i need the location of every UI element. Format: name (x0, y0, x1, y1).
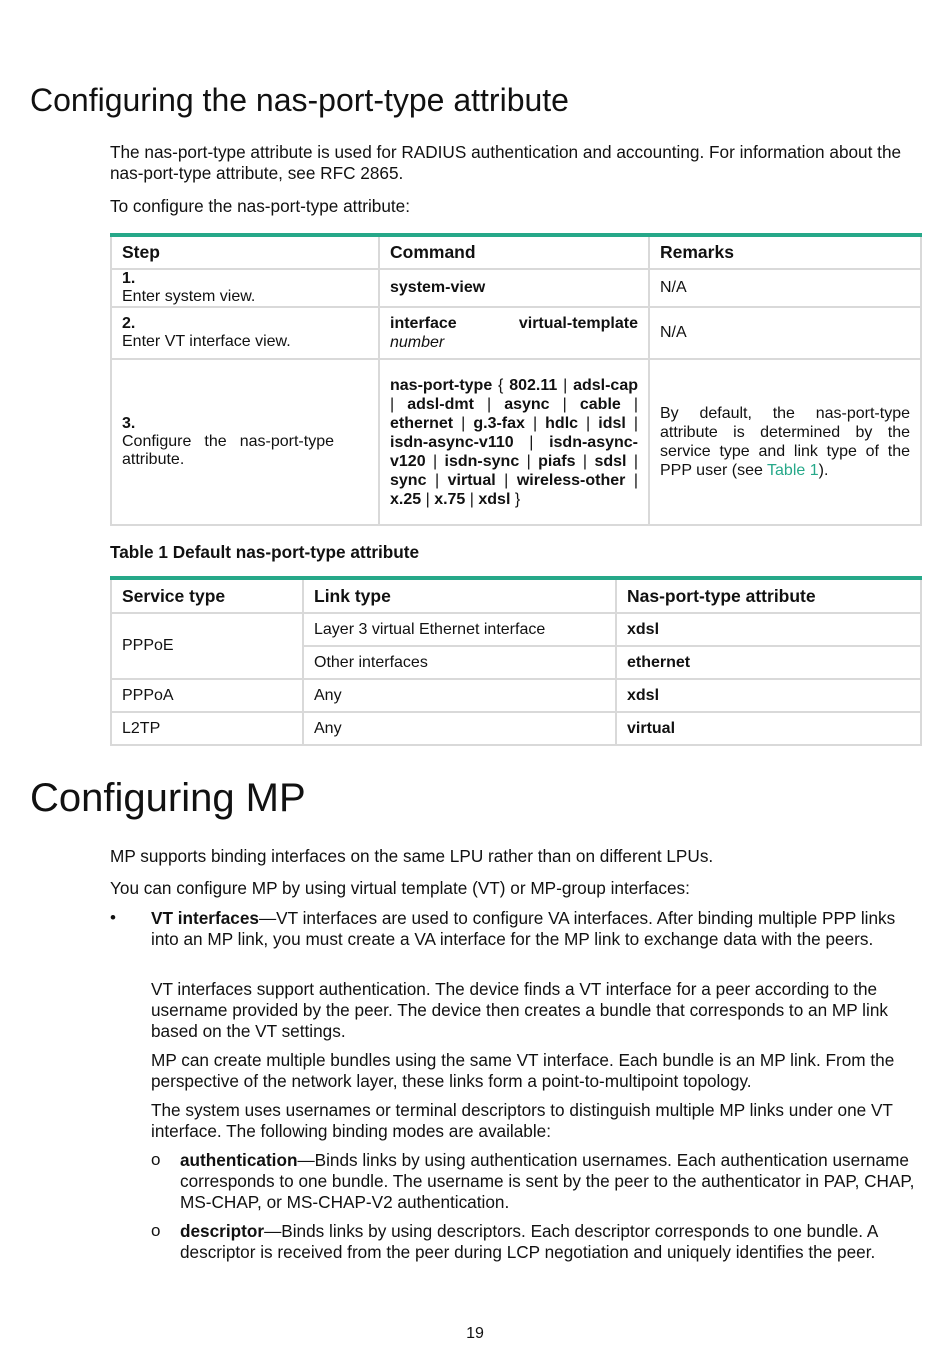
step-cell (111, 269, 379, 307)
col-header-attribute: Nas-port-type attribute (616, 578, 921, 613)
auth-description: —Binds links by using authentication usernames. Each authentication username corresponds to one bundle. The username is sent by the peer to the authenticator in PAP, CHAP, MS-CHAP, or MS-CHAP-V2 authentication. (180, 1150, 915, 1212)
command-option: async (504, 395, 550, 413)
attr-value: xdsl (627, 686, 660, 704)
step-number: 2. (122, 315, 136, 332)
vt-interfaces-item (151, 908, 920, 950)
col-header-service-type: Service type (111, 578, 303, 613)
vt-paragraph-4: The system uses usernames or terminal descriptors to distinguish multiple MP links under one VT interface. The following binding modes are available: (151, 1100, 893, 1141)
col-header-command: Command (379, 235, 649, 269)
attr-cell (616, 646, 921, 679)
command-option: 802.11 (509, 376, 558, 394)
step-number: 3. (122, 415, 136, 432)
table-header-row (111, 578, 921, 613)
link-cell: Any (303, 679, 616, 712)
desc-description: —Binds links by using descriptors. Each descriptor corresponds to one bundle. A descriptor is received from the peer during LCP negotiation and uniquely identifies the peer. (180, 1221, 878, 1262)
sub-bullet-icon: o (151, 1221, 161, 1240)
table-row (111, 307, 921, 359)
attr-value: xdsl (627, 620, 660, 638)
command-option: ethernet (390, 414, 454, 432)
table-1-link[interactable]: Table 1 (767, 462, 819, 479)
attr-cell (616, 712, 921, 745)
nas-port-type-command: nas-port-type { 802.11 | adsl-cap | adsl-dmt | async | cable | ethernet | g.3-fax | hdlc | idsl | isdn-async-v110 | isdn-async-v120 | isdn-sync | piafs | sdsl | sync | virtual | wireless-other | x.25 | x.75 | xdsl } (390, 376, 639, 508)
command-option: piafs (538, 452, 576, 470)
command-cell (379, 359, 649, 525)
vt-paragraph-3: MP can create multiple bundles using the same VT interface. Each bundle is an MP link. From the perspective of the network layer, these links form a point-to-multipoint topology. (151, 1050, 895, 1091)
command-option: idsl (598, 414, 626, 432)
command-option: cable (579, 395, 621, 413)
descriptor-item (180, 1221, 920, 1263)
table-caption: Table 1 Default nas-port-type attribute (110, 542, 420, 562)
step-text: Enter VT interface view. (122, 333, 291, 350)
page-number: 19 (466, 1325, 484, 1342)
command-option: wireless-other (516, 471, 626, 489)
attr-cell (616, 613, 921, 646)
link-cell: Other interfaces (303, 646, 616, 679)
remarks-cell: N/A (649, 307, 921, 359)
command-option: xdsl (478, 490, 511, 508)
attr-value: ethernet (627, 653, 691, 671)
attr-cell (616, 679, 921, 712)
service-cell: PPPoA (111, 679, 303, 712)
table-row (111, 613, 921, 646)
command-option: adsl-cap (573, 376, 638, 394)
vt-description: —VT interfaces are used to configure VA interfaces. After binding multiple PPP links into an MP link, you must create a VA interface for the MP link to exchange data with the peers. (151, 908, 896, 949)
command-keyword: system-view (390, 279, 486, 296)
table-row (111, 679, 921, 712)
command-option: isdn-sync (444, 452, 520, 470)
section-title-nas-port-type: Configuring the nas-port-type attribute (30, 82, 569, 118)
service-cell: L2TP (111, 712, 303, 745)
link-cell: Layer 3 virtual Ethernet interface (303, 613, 616, 646)
command-option: hdlc (545, 414, 579, 432)
sub-bullet-icon: o (151, 1150, 161, 1169)
authentication-item (180, 1150, 920, 1213)
command-option: x.25 (390, 490, 422, 508)
section-title-mp: Configuring MP (30, 776, 306, 820)
table-row (111, 712, 921, 745)
service-cell: PPPoE (111, 613, 303, 679)
command-option: adsl-dmt (407, 395, 474, 413)
command-option: sdsl (594, 452, 627, 470)
command-option: isdn-async-v110 (390, 433, 514, 451)
col-header-remarks: Remarks (649, 235, 921, 269)
remarks-text: By default, the nas-port-type attribute is determined by the service type and link type of the PPP user (see (660, 405, 910, 479)
step-cell (111, 307, 379, 359)
intro-paragraph: The nas-port-type attribute is used for RADIUS authentication and accounting. For information about the nas-port-type attribute, see RFC 2865. (110, 142, 902, 183)
command-cell (379, 269, 649, 307)
command-keyword: nas-port-type (390, 376, 493, 394)
mp-paragraph-2: You can configure MP by using virtual template (VT) or MP-group interfaces: (110, 878, 690, 898)
vt-term: VT interfaces (151, 908, 259, 928)
col-header-link-type: Link type (303, 578, 616, 613)
table-row (111, 359, 921, 525)
command-option: g.3-fax (473, 414, 525, 432)
table-header-row (111, 235, 921, 269)
default-attribute-table (110, 576, 922, 746)
step-text: Configure the nas-port-type attribute. (122, 433, 334, 468)
command-option: isdn-async-v120 (390, 433, 638, 470)
config-steps-table (110, 233, 922, 526)
attr-value: virtual (627, 719, 676, 737)
bullet-icon: • (110, 908, 116, 927)
step-number: 1. (122, 270, 136, 287)
command-option: sync (390, 471, 427, 489)
auth-term: authentication (180, 1150, 298, 1170)
remarks-cell (649, 359, 921, 525)
command-option: virtual (447, 471, 496, 489)
desc-term: descriptor (180, 1221, 265, 1241)
remarks-cell: N/A (649, 269, 921, 307)
command-option: x.75 (434, 490, 466, 508)
step-cell (111, 359, 379, 525)
lead-paragraph: To configure the nas-port-type attribute: (110, 196, 410, 216)
step-text: Enter system view. (122, 288, 256, 305)
remarks-text-end: ). (818, 462, 829, 479)
link-cell: Any (303, 712, 616, 745)
col-header-step: Step (111, 235, 379, 269)
command-argument: number (390, 334, 445, 351)
vt-paragraph-2: VT interfaces support authentication. The device finds a VT interface for a peer according to the username provided by the peer. The device then creates a bundle that corresponds to an MP link based on the VT settings. (151, 979, 888, 1041)
mp-paragraph-1: MP supports binding interfaces on the same LPU rather than on different LPUs. (110, 846, 714, 866)
command-keyword: interface virtual-template (390, 315, 638, 332)
table-row (111, 269, 921, 307)
command-cell (379, 307, 649, 359)
